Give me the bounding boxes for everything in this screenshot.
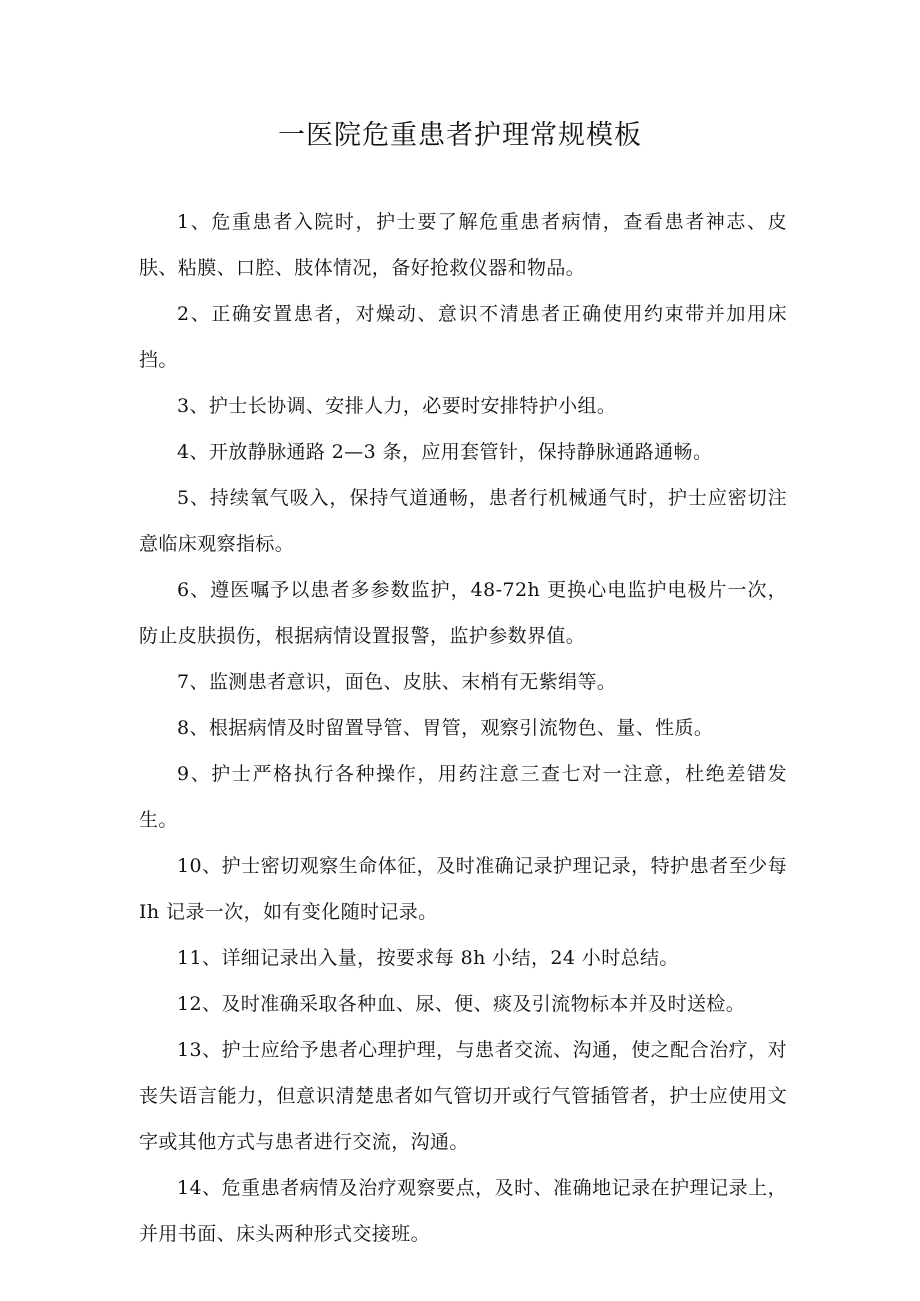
paragraph-9: 9、护士严格执行各种操作，用药注意三查七对一注意，杜绝差错发生。 — [139, 763, 787, 831]
paragraph-7: 7、监测患者意识，面色、皮肤、末梢有无紫绢等。 — [177, 671, 617, 693]
paragraph-1: 1、危重患者入院时，护士要了解危重患者病情，查看患者神志、皮肤、粘膜、口腔、肢体情况，备好抢救仪器和物品。 — [139, 211, 787, 279]
document-title: 一医院危重患者护理常规模板 — [278, 120, 642, 151]
paragraph-3: 3、护士长协调、安排人力，必要时安排特护小组。 — [177, 395, 617, 417]
document-body — [139, 199, 787, 1257]
paragraph-2: 2、正确安置患者，对燥动、意识不清患者正确使用约束带并加用床挡。 — [139, 303, 787, 371]
paragraph-5: 5、持续氧气吸入，保持气道通畅，患者行机械通气时，护士应密切注意临床观察指标。 — [139, 487, 787, 555]
paragraph-14: 14、危重患者病情及治疗观察要点，及时、准确地记录在护理记录上，并用书面、床头两种形式交接班。 — [139, 1177, 787, 1245]
paragraph-11: 11、详细记录出入量，按要求每 8h 小结，24 小时总结。 — [177, 947, 679, 969]
paragraph-8: 8、根据病情及时留置导管、胃管，观察引流物色、量、性质。 — [177, 717, 714, 739]
paragraph-10: 10、护士密切观察生命体征，及时准确记录护理记录，特护患者至少每 Ih 记录一次，如有变化随时记录。 — [139, 855, 787, 923]
paragraph-4: 4、开放静脉通路 2—3 条，应用套管针，保持静脉通路通畅。 — [177, 441, 713, 463]
paragraph-12: 12、及时准确采取各种血、尿、便、痰及引流物标本并及时送检。 — [177, 993, 746, 1015]
paragraph-6: 6、遵医嘱予以患者多参数监护，48-72h 更换心电监护电极片一次，防止皮肤损伤，根据病情设置报警，监护参数界值。 — [139, 579, 787, 647]
paragraph-13: 13、护士应给予患者心理护理，与患者交流、沟通，使之配合治疗，对丧失语言能力，但意识清楚患者如气管切开或行气管插管者，护士应使用文字或其他方式与患者进行交流，沟通。 — [139, 1039, 787, 1153]
